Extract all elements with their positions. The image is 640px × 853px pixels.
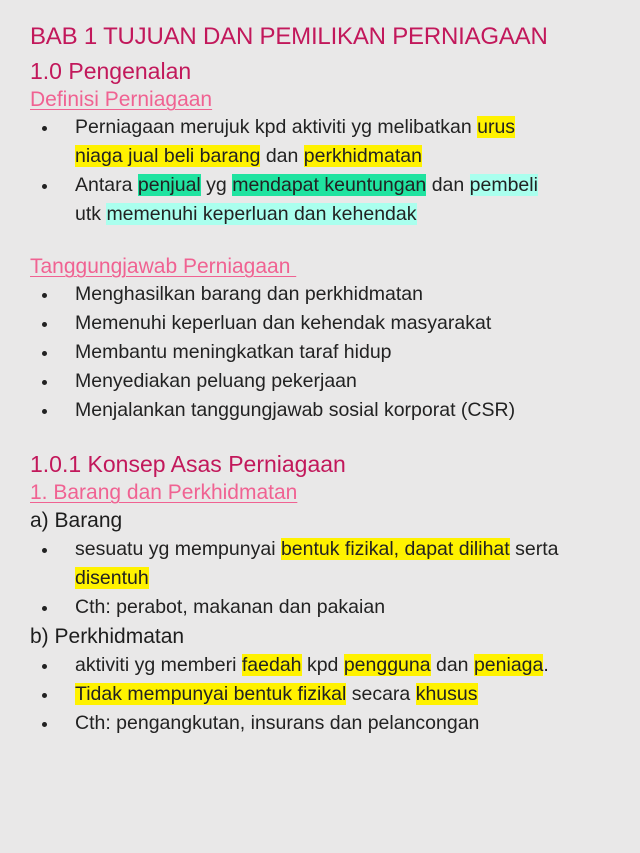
subheading-barang-perkhidmatan: 1. Barang dan Perkhidmatan	[30, 481, 298, 504]
highlight-yellow: bentuk fizikal, dapat dilihat	[280, 538, 510, 560]
section-heading-pengenalan: 1.0 Pengenalan	[30, 58, 192, 84]
text: aktiviti yg memberi	[75, 654, 242, 676]
list-item: Memenuhi keperluan dan kehendak masyarakat	[30, 309, 620, 338]
perkhidmatan-heading: b) Perkhidmatan	[30, 625, 185, 648]
highlight-yellow: disentuh	[75, 567, 149, 589]
text: Perniagaan merujuk kpd aktiviti yg melibatkan	[75, 116, 478, 138]
highlight-green: mendapat keuntungan	[232, 174, 427, 196]
list-item	[30, 171, 620, 229]
list-item	[30, 535, 620, 593]
list-item: Menyediakan peluang pekerjaan	[30, 367, 620, 396]
text: dan	[260, 145, 304, 167]
tanggungjawab-list	[30, 280, 620, 425]
highlight-yellow: perkhidmatan	[303, 145, 422, 167]
highlight-yellow: Tidak mempunyai bentuk fizikal	[75, 683, 347, 705]
highlight-yellow: urus	[477, 116, 516, 138]
highlight-yellow: pengguna	[343, 654, 431, 676]
text: dan	[426, 174, 470, 196]
section-heading-konsep: 1.0.1 Konsep Asas Perniagaan	[30, 451, 346, 477]
list-item: Menghasilkan barang dan perkhidmatan	[30, 280, 620, 309]
text: yg	[200, 174, 233, 196]
list-item: Menjalankan tanggungjawab sosial korporat (CSR)	[30, 396, 620, 425]
text: Antara	[75, 174, 138, 196]
definisi-heading: Definisi Perniagaan	[30, 88, 213, 111]
definisi-list	[30, 113, 620, 229]
text: sesuatu yg mempunyai	[75, 538, 281, 560]
text: serta	[509, 538, 559, 560]
list-item: Cth: perabot, makanan dan pakaian	[30, 593, 620, 622]
text: .	[543, 654, 549, 676]
text: dan	[430, 654, 474, 676]
page-title: BAB 1 TUJUAN DAN PEMILIKAN PERNIAGAAN	[30, 23, 548, 50]
text: kpd	[301, 654, 344, 676]
perkhidmatan-list	[30, 651, 620, 738]
highlight-yellow: niaga jual beli barang	[75, 145, 261, 167]
highlight-cyan: pembeli	[469, 174, 538, 196]
highlight-cyan: memenuhi keperluan dan kehendak	[106, 203, 417, 225]
barang-heading: a) Barang	[30, 509, 123, 532]
list-item	[30, 680, 620, 709]
text: utk	[75, 203, 107, 225]
list-item	[30, 651, 620, 680]
text: secara	[346, 683, 416, 705]
tanggungjawab-heading: Tanggungjawab Perniagaan	[30, 255, 297, 278]
list-item	[30, 113, 620, 171]
list-item: Membantu meningkatkan taraf hidup	[30, 338, 620, 367]
highlight-yellow: peniaga	[473, 654, 544, 676]
highlight-yellow: faedah	[241, 654, 302, 676]
highlight-green: penjual	[137, 174, 201, 196]
list-item: Cth: pengangkutan, insurans dan pelancongan	[30, 709, 620, 738]
highlight-yellow: khusus	[415, 683, 478, 705]
barang-list	[30, 535, 620, 622]
